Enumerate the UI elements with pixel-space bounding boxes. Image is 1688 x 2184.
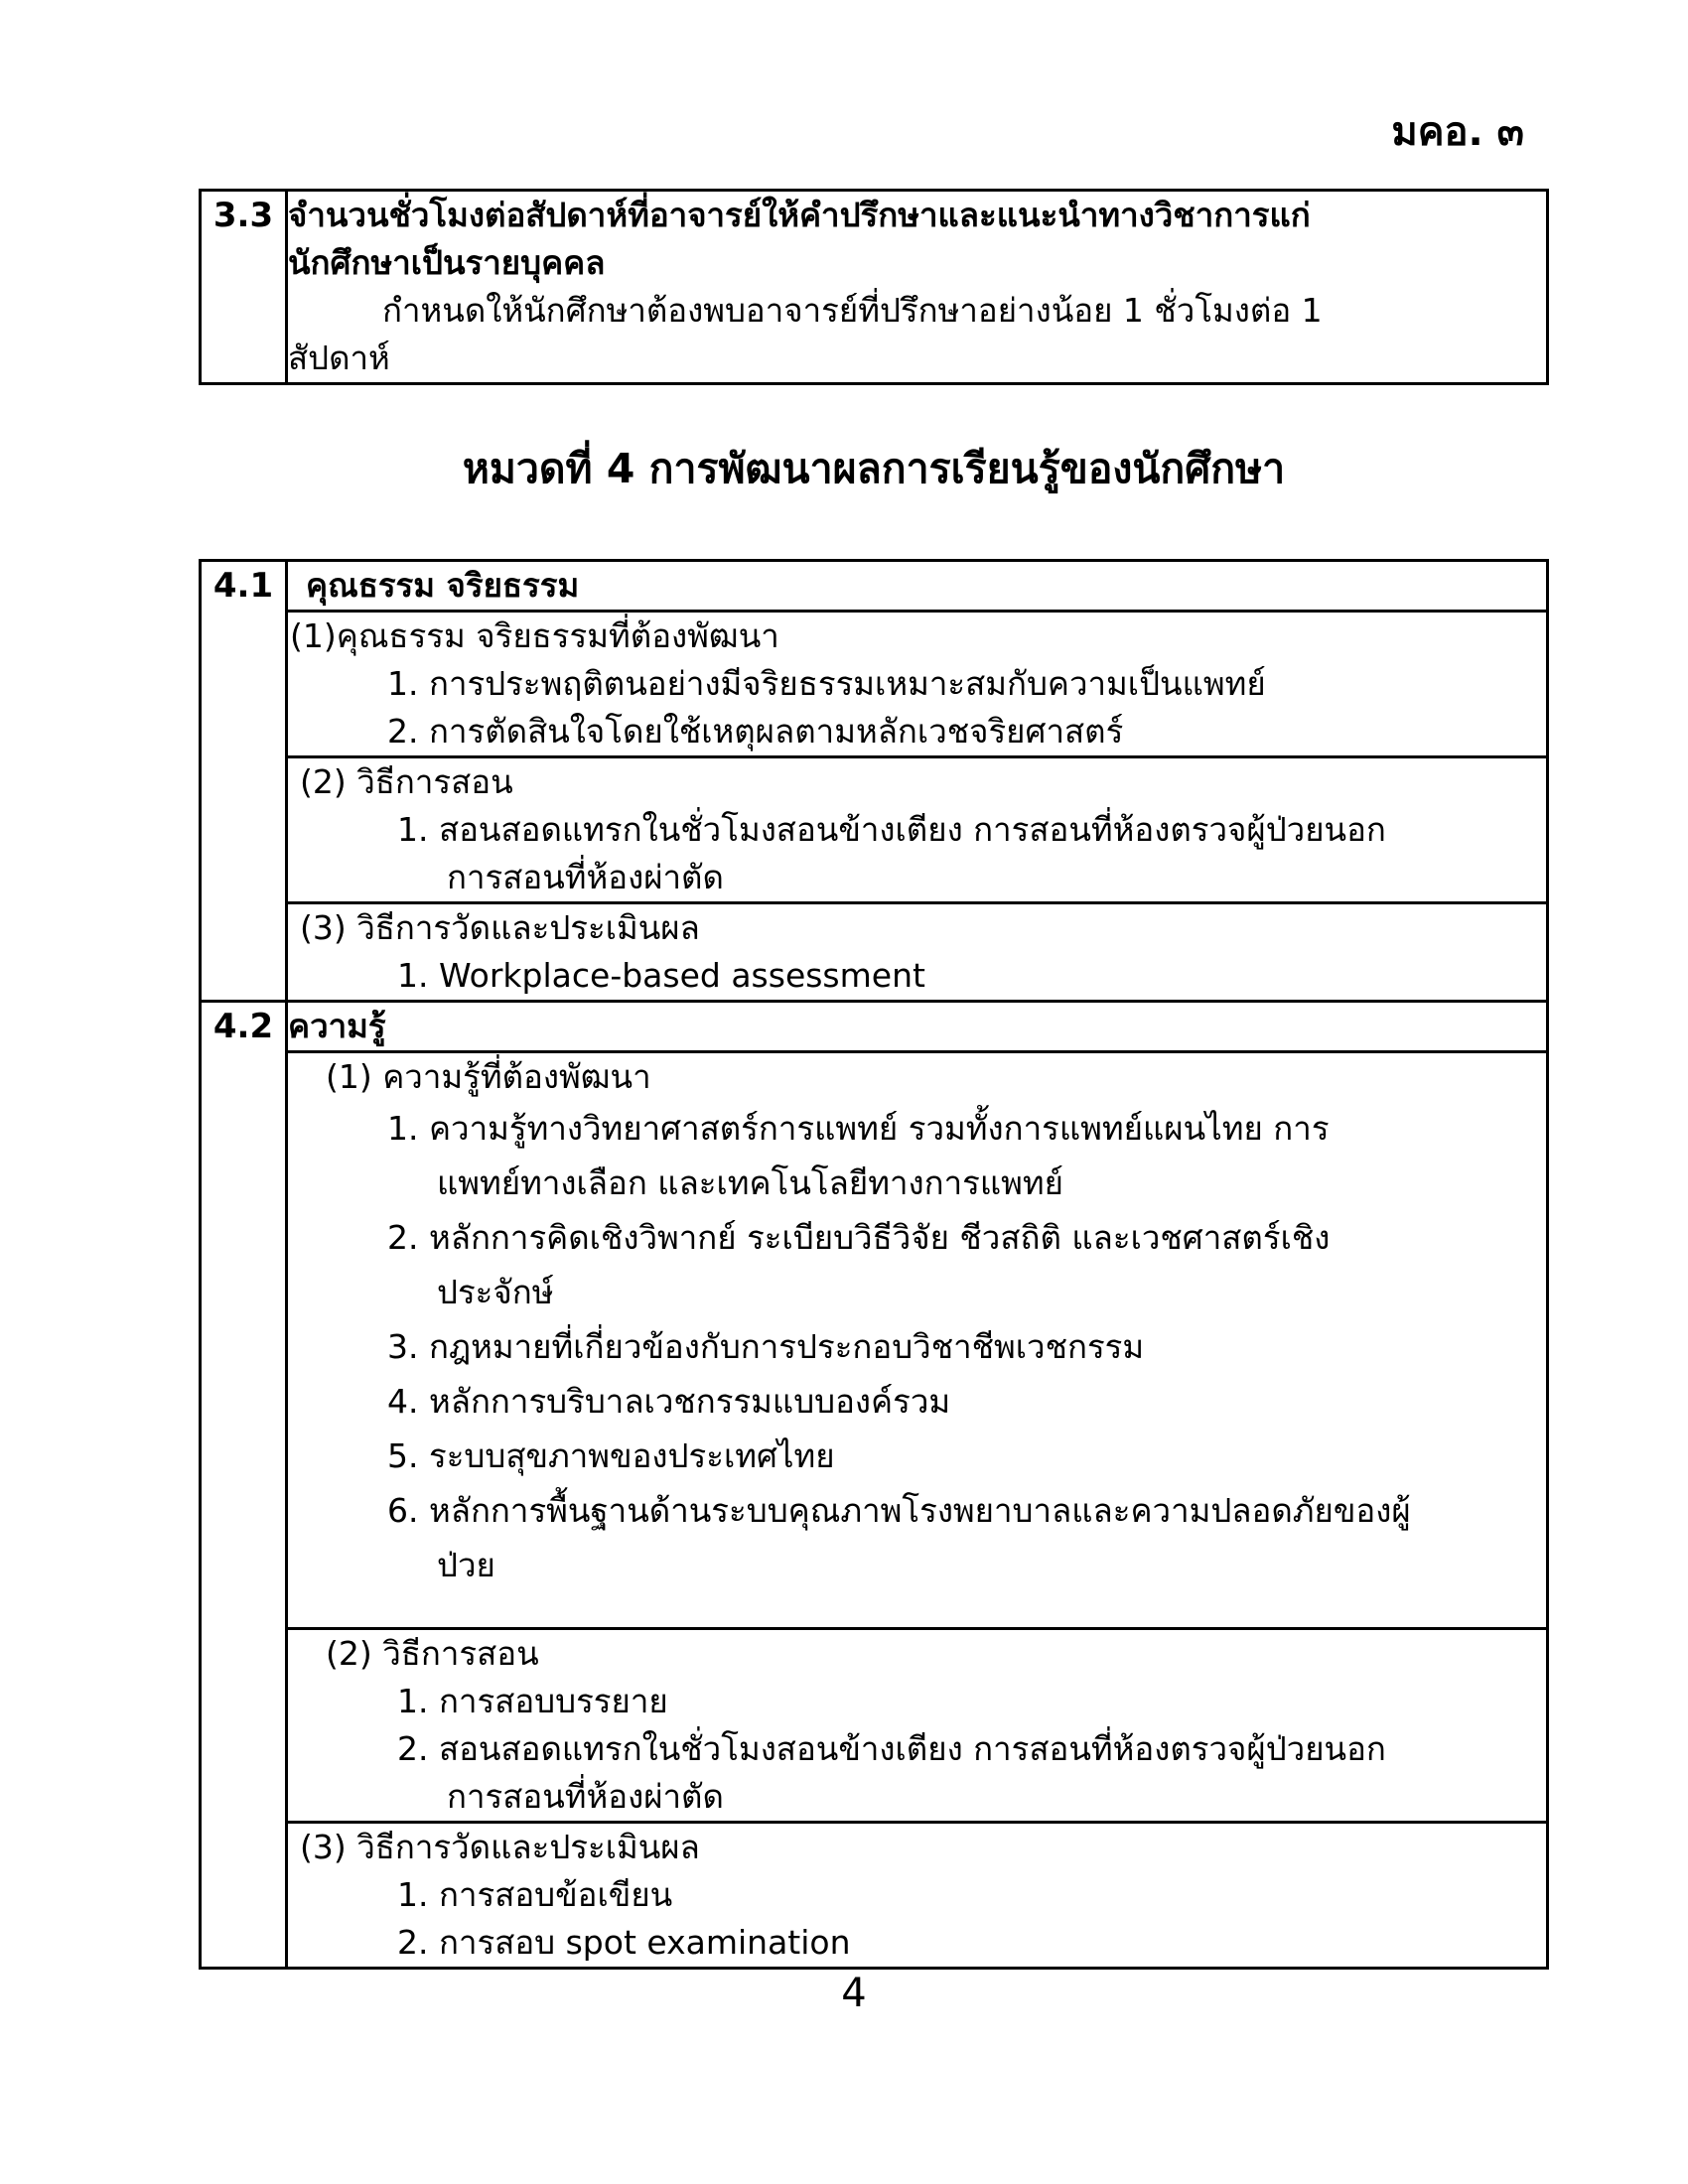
subsection-heading: (3) วิธีการวัดและประเมินผล [300, 1828, 700, 1866]
subsection-heading: (1)คุณธรรม จริยธรรมที่ต้องพัฒนา [290, 616, 779, 655]
list-item: 4. หลักการบริบาลเวชกรรมแบบองค์รวม [387, 1382, 951, 1421]
list-item: 5. ระบบสุขภาพของประเทศไทย [387, 1436, 835, 1475]
list-item: 1. Workplace-based assessment [397, 956, 925, 995]
section-4-1-objectives [287, 612, 1548, 757]
section-4-1-title-cell [287, 561, 1548, 612]
section-body-cont: สัปดาห์ [288, 339, 390, 377]
section-number: 4.2 [201, 1002, 287, 1969]
section-4-2-assessment [287, 1823, 1548, 1969]
list-item: 1. การประพฤติตนอย่างมีจริยธรรมเหมาะสมกับความเป็นแพทย์ [387, 664, 1266, 703]
section-4-2-title-cell [287, 1002, 1548, 1052]
list-item: 1. การสอบข้อเขียน [397, 1875, 673, 1914]
list-item-cont: ป่วย [437, 1546, 495, 1584]
list-item: 3. กฎหมายที่เกี่ยวข้องกับการประกอบวิชาชีพเวชกรรม [387, 1327, 1145, 1366]
list-item-cont: การสอนที่ห้องผ่าตัด [447, 858, 724, 896]
subsection-heading: (2) วิธีการสอน [300, 762, 513, 801]
chapter-title: หมวดที่ 4 การพัฒนาผลการเรียนรู้ของนักศึกษา [462, 445, 1286, 492]
section-4-1-assessment [287, 903, 1548, 1002]
list-item-cont: ประจักษ์ [437, 1273, 554, 1311]
list-item: 1. สอนสอดแทรกในชั่วโมงสอนข้างเตียง การสอนที่ห้องตรวจผู้ป่วยนอก [397, 810, 1386, 849]
section-4-1-teaching [287, 757, 1548, 903]
list-item: 2. สอนสอดแทรกในชั่วโมงสอนข้างเตียง การสอนที่ห้องตรวจผู้ป่วยนอก [397, 1729, 1386, 1768]
list-item: 2. การตัดสินใจโดยใช้เหตุผลตามหลักเวชจริยศาสตร์ [387, 712, 1124, 751]
section-4-2-objectives [287, 1052, 1548, 1629]
list-item-cont: แพทย์ทางเลือก และเทคโนโลยีทางการแพทย์ [437, 1163, 1063, 1202]
subsection-heading: (1) ความรู้ที่ต้องพัฒนา [326, 1057, 651, 1096]
subsection-heading: (2) วิธีการสอน [326, 1634, 539, 1673]
section-number: 4.1 [201, 561, 287, 1002]
section-title: ความรู้ [288, 1007, 386, 1045]
section-4-2-teaching [287, 1629, 1548, 1823]
page-number: 4 [841, 1971, 867, 2016]
list-item: 2. หลักการคิดเชิงวิพากย์ ระเบียบวิธีวิจัย ชีวสถิติ และเวชศาสตร์เชิง [387, 1218, 1331, 1257]
list-item: 6. หลักการพื้นฐานด้านระบบคุณภาพโรงพยาบาลและความปลอดภัยของผู้ [387, 1491, 1411, 1530]
section-number: 3.3 [201, 191, 287, 384]
document-code: มคอ. ๓ [1391, 109, 1524, 155]
section-3-3-table [199, 189, 1549, 385]
list-item: 1. ความรู้ทางวิทยาศาสตร์การแพทย์ รวมทั้งการแพทย์แผนไทย การ [387, 1109, 1330, 1148]
section-title: คุณธรรม จริยธรรม [306, 566, 580, 605]
section-3-3-content [287, 191, 1548, 384]
section-title-cont: นักศึกษาเป็นรายบุคคล [288, 243, 606, 282]
list-item: 2. การสอบ spot examination [397, 1923, 851, 1962]
subsection-heading: (3) วิธีการวัดและประเมินผล [300, 908, 700, 947]
list-item: 1. การสอบบรรยาย [397, 1682, 668, 1720]
chapter-4-table [199, 559, 1549, 1970]
list-item-cont: การสอนที่ห้องผ่าตัด [447, 1777, 724, 1816]
section-body: กำหนดให้นักศึกษาต้องพบอาจารย์ที่ปรึกษาอย่างน้อย 1 ชั่วโมงต่อ 1 [382, 291, 1323, 330]
section-title: จำนวนชั่วโมงต่อสัปดาห์ที่อาจารย์ให้คำปรึกษาและแนะนำทางวิชาการแก่ [288, 196, 1311, 234]
